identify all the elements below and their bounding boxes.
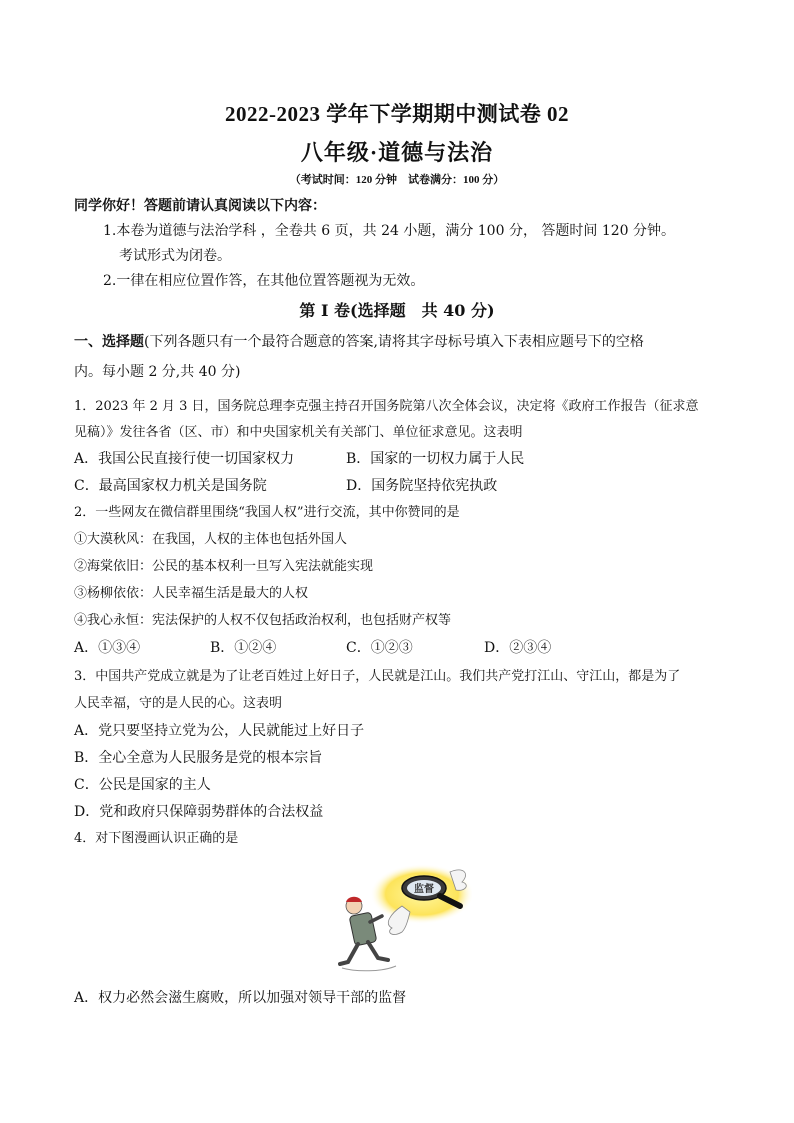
q1-option-c: C．最高国家权力机关是国务院 [74,478,267,494]
q2-statement-1: ①大漠秋风：在我国，人权的主体也包括外国人 [74,532,348,547]
q2-option-c: C．①②③ [346,640,413,656]
figure-leg-right [368,942,388,960]
q3-option-a: A．党只要坚持立党为公，人民就能过上好日子 [74,723,365,739]
section-intro-text: (下列各题只有一个最符合题意的答案,请将其字母标号填入下表相应题号下的空格 [144,334,644,350]
q1-option-a: A．我国公民直接行使一切国家权力 [74,451,295,467]
q3-option-b: B．全心全意为人民服务是党的根本宗旨 [74,750,323,766]
exam-info: （考试时间：120 分钟 试卷满分：100 分） [289,174,505,186]
q2-option-a: A．①③④ [74,640,141,656]
q2-statement-4: ④我心永恒：宪法保护的人权不仅包括政治权利，也包括财产权等 [74,613,452,628]
ground-line [342,966,396,971]
notice-heading: 同学你好！答题前请认真阅读以下内容： [74,198,326,214]
figure-hat [346,897,362,902]
q3-option-d: D．党和政府只保障弱势群体的合法权益 [74,804,324,820]
q1-stem-cont: 见稿）》发往各省（区、市）和中央国家机关有关部门、单位征求意见。这表明 [74,425,523,440]
q4-cartoon-image [332,862,472,980]
exam-subject: 八年级·道德与法治 [300,140,494,165]
cartoon-text: 监督 [414,884,434,895]
q2-statement-2: ②海棠依旧：公民的基本权利一旦写入宪法就能实现 [74,559,374,574]
q2-statement-3: ③杨柳依依：人民幸福生活是最大的人权 [74,586,309,601]
q3-stem: 3．中国共产党成立就是为了让老百姓过上好日子，人民就是江山。我们共产党打江山、守江山，都是为了 [74,669,681,684]
section-intro-label: 一、选择题 [74,334,144,350]
q2-option-d: D．②③④ [484,640,552,656]
notice-item-1: 1.本卷为道德与法治学科 ，全卷共 6 页，共 24 小题，满分 100 分， 答题时间 120 分钟。 [103,223,676,239]
q1-stem: 1．2023 年 2 月 3 日，国务院总理李克强主持召开国务院第八次全体会议，决定将《政府工作报告（征求意 [74,399,699,414]
section-intro-cont: 内。每小题 2 分,共 40 分) [74,364,241,380]
q2-stem: 2．一些网友在微信群里围绕“我国人权”进行交流，其中你赞同的是 [74,505,460,520]
q4-option-a: A．权力必然会滋生腐败，所以加强对领导干部的监督 [74,990,407,1006]
figure-leg-left [340,944,358,964]
notice-item-1-cont: 考试形式为闭卷。 [119,248,231,264]
section-intro [74,333,644,351]
q2-option-b: B．①②④ [210,640,277,656]
q4-stem: 4．对下图漫画认识正确的是 [74,831,239,846]
q3-stem-cont: 人民幸福，守的是人民的心。这表明 [74,696,283,711]
section-title: 第 I 卷(选择题 共 40 分) [299,301,495,320]
q3-option-c: C．公民是国家的主人 [74,777,211,793]
notice-item-2: 2.一律在相应位置作答，在其他位置答题视为无效。 [103,273,425,289]
q1-option-d: D．国务院坚持依宪执政 [346,478,498,494]
figure-body [349,912,377,946]
exam-title: 2022-2023 学年下学期期中测试卷 02 [225,102,569,126]
q1-option-b: B．国家的一切权力属于人民 [346,451,525,467]
